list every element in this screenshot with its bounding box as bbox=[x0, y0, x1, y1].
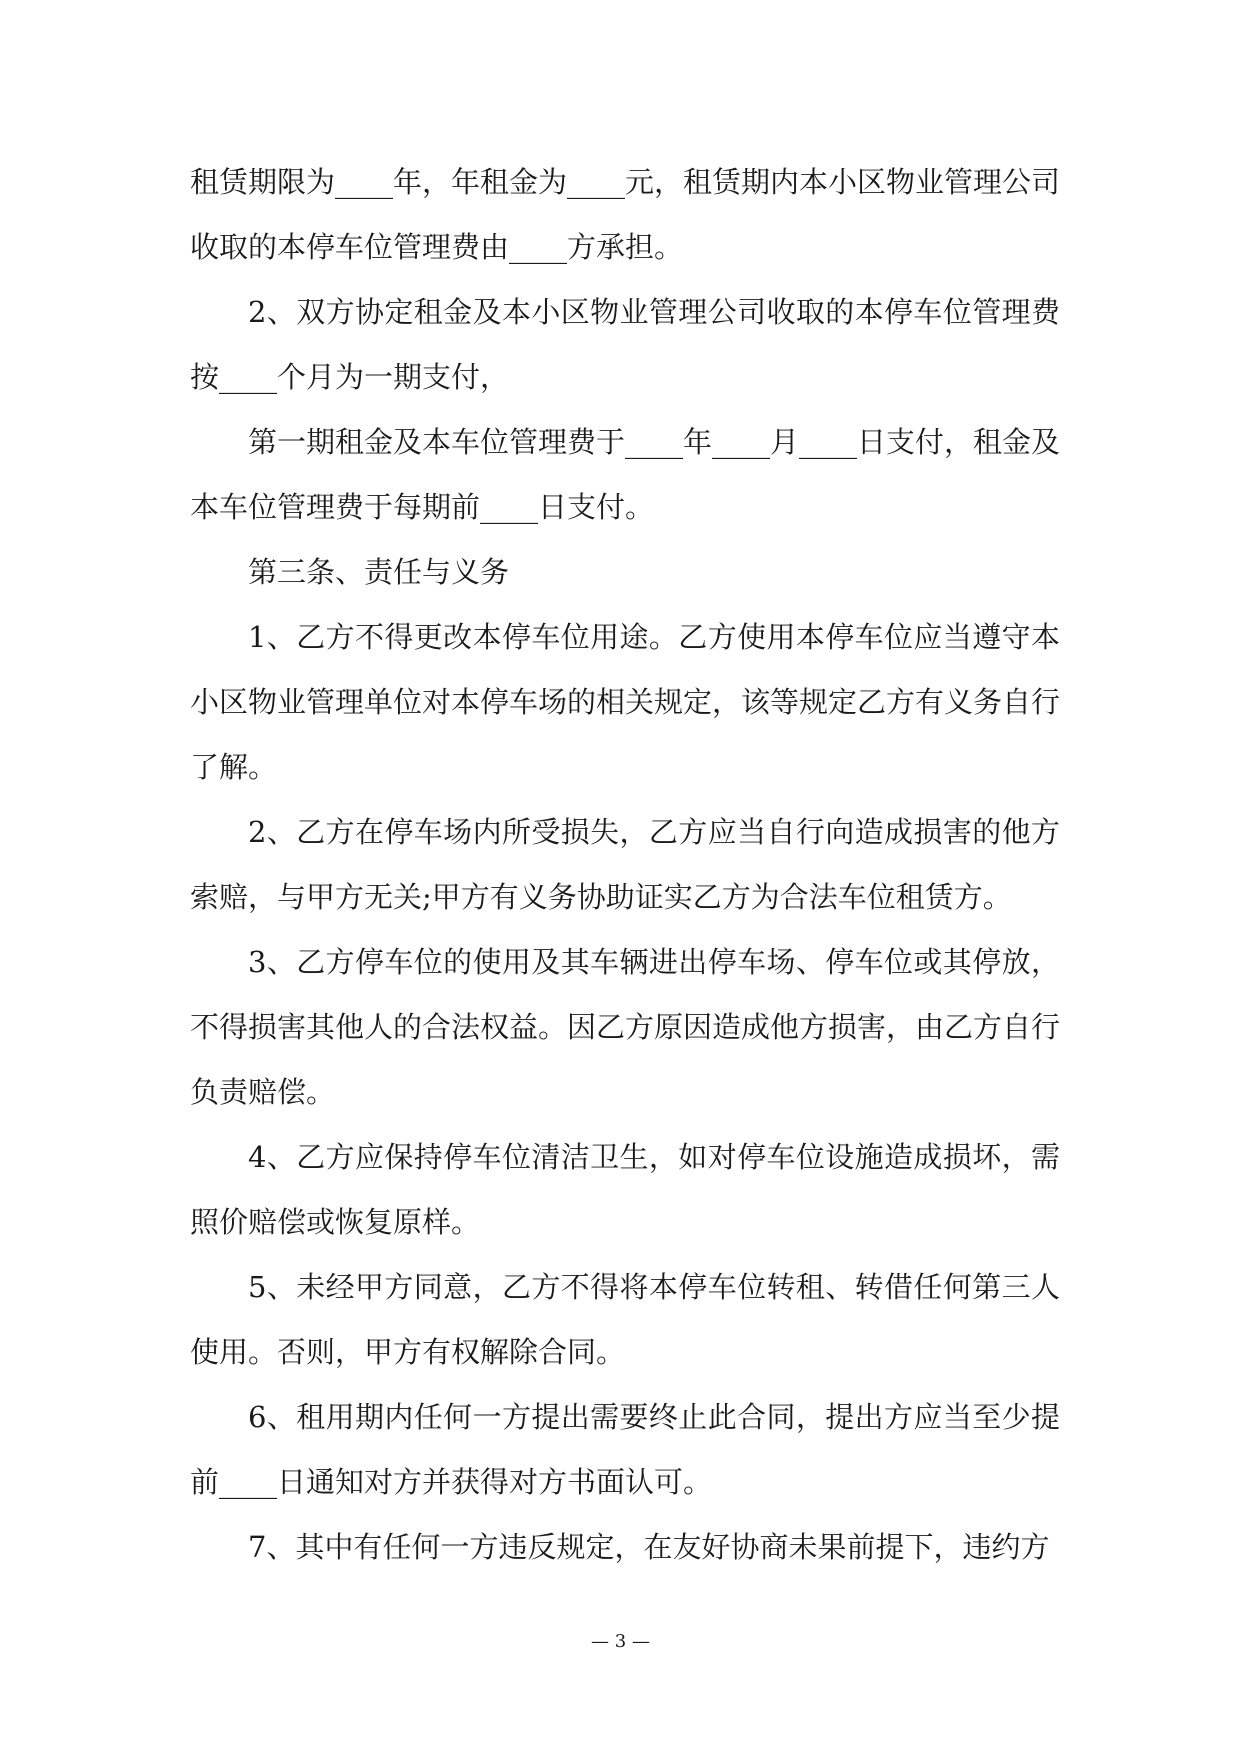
paragraph-first-payment: 第一期租金及本车位管理费于____年____月____日支付，租金及本车位管理费于每期前____日支付。 bbox=[190, 425, 1061, 524]
paragraph-clause-7: 7、其中有任何一方违反规定，在友好协商未果前提下，违约方 bbox=[248, 1530, 1050, 1564]
paragraph-clause-1: 1、乙方不得更改本停车位用途。乙方使用本停车位应当遵守本小区物业管理单位对本停车场的相关规定，该等规定乙方有义务自行了解。 bbox=[190, 620, 1061, 784]
paragraph-lease-term: 租赁期限为____年，年租金为____元，租赁期内本小区物业管理公司收取的本停车位管理费由____方承担。 bbox=[190, 165, 1061, 264]
document-body bbox=[190, 150, 1060, 1580]
paragraph-clause-2: 2、乙方在停车场内所受损失，乙方应当自行向造成损害的他方索赔，与甲方无关;甲方有义务协助证实乙方为合法车位租赁方。 bbox=[190, 815, 1060, 914]
paragraph-clause-3: 3、乙方停车位的使用及其车辆进出停车场、停车位或其停放，不得损害其他人的合法权益。因乙方原因造成他方损害，由乙方自行负责赔偿。 bbox=[190, 945, 1061, 1109]
paragraph-clause-4: 4、乙方应保持停车位清洁卫生，如对停车位设施造成损坏，需照价赔偿或恢复原样。 bbox=[190, 1140, 1060, 1239]
paragraph-clause-5: 5、未经甲方同意，乙方不得将本停车位转租、转借任何第三人使用。否则，甲方有权解除合同。 bbox=[190, 1270, 1060, 1369]
paragraph-clause-6: 6、租用期内任何一方提出需要终止此合同，提出方应当至少提前____日通知对方并获得对方书面认可。 bbox=[190, 1400, 1060, 1499]
page-number: — 3 — bbox=[591, 1631, 650, 1652]
paragraph-payment-period: 2、双方协定租金及本小区物业管理公司收取的本停车位管理费按____个月为一期支付， bbox=[190, 295, 1060, 394]
section-heading-article-3: 第三条、责任与义务 bbox=[248, 555, 510, 589]
